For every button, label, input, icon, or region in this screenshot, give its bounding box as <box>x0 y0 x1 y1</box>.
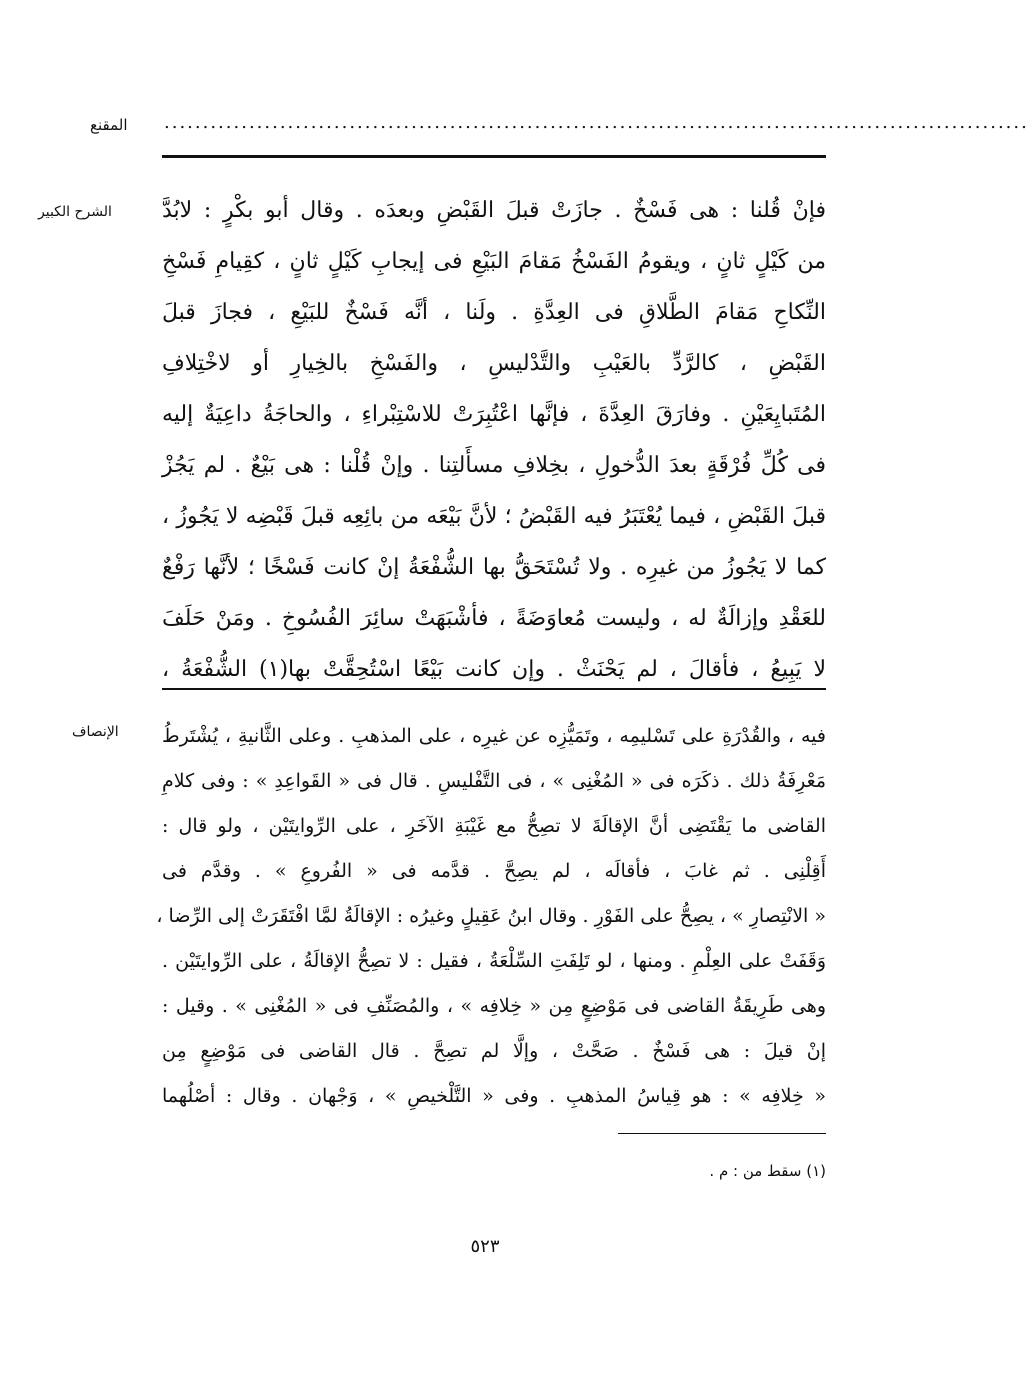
footnote-rule <box>618 1133 826 1134</box>
text-line: وهى طَرِيقَةُ القاضى فى مَوْضِعٍ مِن « خِلافِه » ، والمُصَنِّفِ فى « المُغْنِى » . وقيل : <box>162 995 826 1017</box>
section-label-sharh: الشرح الكبير <box>38 204 112 220</box>
text-line: كما لا يَجُوزُ من غيرِه . ولا تُسْتَحَقُّ بها الشُّفْعَةُ إنْ كانت فَسْخًا ؛ لأنَّها رَفْعٌ <box>162 555 826 580</box>
footnote: (١) سقط من : م . <box>709 1162 826 1180</box>
text-line: النِّكاحِ مَقامَ الطَّلاقِ فى العِدَّةِ . ولَنا ، أنَّه فَسْخٌ للبَيْعِ ، فجازَ قبلَ <box>162 300 826 325</box>
text-line: فإنْ قُلنا : هى فَسْخٌ . جازَتْ قبلَ القَبْضِ وبعدَه . وقال أبو بكْرٍ : لابُدَّ <box>162 198 826 223</box>
text-line: القَبْضِ ، كالرَّدِّ بالعَيْبِ والتَّدْليسِ ، والفَسْخِ بالخِيارِ أو لاخْتِلافِ <box>162 351 826 376</box>
section-divider <box>162 688 826 690</box>
running-header <box>90 112 1029 142</box>
page-number: ٥٢٣ <box>470 1236 500 1257</box>
text-line: فيه ، والقُدْرَةِ على تَسْليمِه ، وتَمَيُّزِه عن غيرِه ، على المذهبِ . وعلى الثَّانيةِ ، يُشْتَرطُ <box>162 725 826 747</box>
insaf-text <box>156 714 826 1119</box>
section-label-insaf: الإنصاف <box>72 724 119 740</box>
text-line: قبلَ القَبْضِ ، فيما يُعْتَبَرُ فيه القَبْضُ ؛ لأنَّ بَيْعَه من بائِعِه قبلَ قَبْضِه لا يَجُوزُ ، <box>162 504 826 529</box>
text-line: المُتَبايِعَيْنِ . وفارَقَ العِدَّةَ ، فإنَّها اعْتُبِرَتْ للاسْتِبْراءِ ، والحاجَةُ داعِيَةٌ إليه <box>162 402 826 427</box>
text-line: مَعْرِفَةُ ذلك . ذكَرَه فى « المُغْنِى » ، فى التَّفْليسِ . قال فى « القَواعِدِ » : وفى كلامِ <box>162 770 826 792</box>
header-rule <box>162 155 826 158</box>
text-line: فى كُلِّ فُرْقَةٍ بعدَ الدُّخولِ ، بخِلافِ مسأَلتِنا . وإنْ قُلْنا : هى بَيْعٌ . لم يَجُزْ <box>162 453 826 478</box>
text-line: إنْ قيلَ : هى فَسْخٌ . صَحَّتْ ، وإلَّا لم تصِحَّ . قال القاضى فى مَوْضِعٍ مِن <box>162 1040 826 1062</box>
header-dot-leader: ................................................................................................................ <box>164 112 1029 133</box>
text-line: « خِلافِه » : هو قِياسُ المذهبِ . وفى « التَّلْخيصِ » ، وَجْهان . وقال : أصْلُهما <box>162 1085 826 1107</box>
text-line: وَقَفَتْ على العِلْمِ . ومنها ، لو تَلِفَتِ السِّلْعَةُ ، فقيل : لا تصِحُّ الإقالَةُ ، على الرِّوايتَيْن . <box>162 950 826 972</box>
text-line: أَقِلْنِى . ثم غابَ ، فأقالَه ، لم يصِحَّ . قدَّمه فى « الفُروعِ » . وقدَّم فى <box>162 860 826 882</box>
text-line: القاضى ما يَقْتَضِى أنَّ الإقالَةَ لا تصِحُّ مع غَيْبَةِ الآخَرِ ، على الرِّوايتَيْن ، ولو قال : <box>162 815 826 837</box>
text-line: للعَقْدِ وإزالَةٌ له ، وليست مُعاوَضَةً ، فأشْبَهَتْ سائِرَ الفُسُوخِ . ومَنْ حَلَفَ <box>162 606 826 631</box>
text-line: من كَيْلٍ ثانٍ ، ويقومُ الفَسْخُ مَقامَ البَيْعِ فى إيجابِ كَيْلٍ ثانٍ ، كقِيامِ فَسْخِ <box>162 249 826 274</box>
book-title: المقنع <box>90 116 128 134</box>
text-line: « الانْتِصارِ » ، يصِحُّ على الفَوْرِ . وقال ابنُ عَقِيلٍ وغيرُه : الإقالَةُ لمَّا افْتَقَرَتْ إلى الرِّضا ، <box>156 905 826 927</box>
text-line: لا يَبِيعُ ، فأقالَ ، لم يَحْنَثْ . وإن كانت بَيْعًا اسْتُحِقَّتْ بها(١) الشُّفْعَةُ ، <box>162 657 826 682</box>
sharh-text <box>162 185 826 695</box>
